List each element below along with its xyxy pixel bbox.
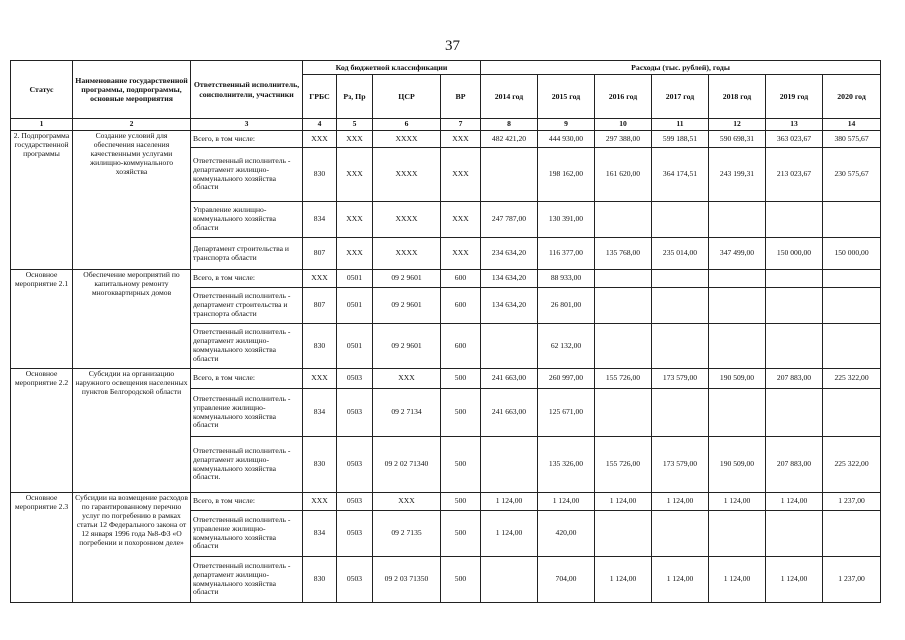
kbk-cell: 500 [441,511,481,557]
kbk-cell: XXX [303,369,337,389]
expense-cell: 190 509,00 [709,437,766,493]
expense-cell: 235 014,00 [652,238,709,270]
header-year-col: 2020 год [823,75,881,119]
header-status: Статус [11,61,73,119]
kbk-cell: XXXX [373,131,441,148]
expense-cell: 150 000,00 [766,238,823,270]
kbk-cell: 807 [303,288,337,324]
expense-cell [652,324,709,369]
expense-cell: 241 663,00 [481,389,538,437]
expense-cell [823,511,881,557]
expense-cell: 125 671,00 [538,389,595,437]
expense-cell: 135 326,00 [538,437,595,493]
kbk-cell: 500 [441,389,481,437]
index-cell: 6 [373,119,441,131]
expense-cell: 234 634,20 [481,238,538,270]
kbk-cell: 834 [303,389,337,437]
expense-cell: 1 124,00 [652,493,709,511]
expense-cell: 150 000,00 [823,238,881,270]
kbk-cell: 830 [303,148,337,202]
budget-table [10,60,881,603]
kbk-cell: 834 [303,202,337,238]
program-name-cell: Субсидии на возмещение расходов по гарантированному перечню услуг по погребению в рамках статьи 12 Федерального закона от 12 января 1996 года №8-ФЗ «О погребении и похоронном деле» [73,493,191,603]
expense-cell: 599 188,51 [652,131,709,148]
status-cell: Основное мероприятие 2.1 [11,270,73,369]
kbk-cell: 500 [441,369,481,389]
expense-cell: 704,00 [538,557,595,603]
expense-cell [709,288,766,324]
kbk-cell: XXX [441,131,481,148]
kbk-cell: 500 [441,437,481,493]
expense-cell [766,288,823,324]
kbk-cell: 09 2 9601 [373,270,441,288]
header-year-col: 2018 год [709,75,766,119]
header-year-col: 2017 год [652,75,709,119]
kbk-cell: 0501 [337,270,373,288]
kbk-cell: XXXX [373,238,441,270]
expense-cell: 247 787,00 [481,202,538,238]
responsible-cell: Ответственный исполнитель - управление жилищно-коммунального хозяйства области [191,511,303,557]
expense-cell [823,288,881,324]
header-expenses-group: Расходы (тыс. рублей), годы [481,61,881,75]
expense-cell [595,202,652,238]
expense-cell [766,270,823,288]
responsible-cell: Всего, в том числе: [191,369,303,389]
kbk-cell: XXX [303,270,337,288]
expense-cell [823,202,881,238]
expense-cell: 1 124,00 [709,557,766,603]
kbk-cell: 09 2 7135 [373,511,441,557]
kbk-cell: 830 [303,557,337,603]
kbk-cell: 09 2 02 71340 [373,437,441,493]
expense-cell: 590 698,31 [709,131,766,148]
expense-cell: 420,00 [538,511,595,557]
index-cell: 2 [73,119,191,131]
expense-cell [766,202,823,238]
header-year-col: 2016 год [595,75,652,119]
expense-cell: 225 322,00 [823,437,881,493]
expense-cell: 198 162,00 [538,148,595,202]
expense-cell [823,270,881,288]
index-cell: 5 [337,119,373,131]
responsible-cell: Департамент строительства и транспорта области [191,238,303,270]
expense-cell [709,324,766,369]
kbk-cell: XXX [303,131,337,148]
kbk-cell: XXXX [373,148,441,202]
expense-cell: 130 391,00 [538,202,595,238]
status-cell: 2. Подпрограмма государственной программы [11,131,73,270]
expense-cell [595,511,652,557]
kbk-cell: 0503 [337,557,373,603]
expense-cell: 297 388,00 [595,131,652,148]
expense-cell: 347 499,00 [709,238,766,270]
expense-cell [766,389,823,437]
header-kbk-col: ГРБС [303,75,337,119]
expense-cell [709,389,766,437]
kbk-cell: 500 [441,493,481,511]
kbk-cell: 834 [303,511,337,557]
table-row [11,131,881,148]
kbk-cell: XXX [337,238,373,270]
expense-cell [709,270,766,288]
index-cell: 1 [11,119,73,131]
kbk-cell: XXX [373,493,441,511]
index-cell: 12 [709,119,766,131]
responsible-cell: Всего, в том числе: [191,131,303,148]
kbk-cell: XXX [441,238,481,270]
kbk-cell: 09 2 03 71350 [373,557,441,603]
index-cell: 14 [823,119,881,131]
kbk-cell: XXX [373,369,441,389]
table-body [11,131,881,603]
expense-cell: 1 124,00 [595,557,652,603]
expense-cell: 62 132,00 [538,324,595,369]
expense-cell: 1 237,00 [823,557,881,603]
expense-cell: 1 124,00 [709,493,766,511]
table-row [11,270,881,288]
expense-cell [652,270,709,288]
expense-cell [595,288,652,324]
expense-cell [766,511,823,557]
kbk-cell: XXX [441,148,481,202]
kbk-cell: 09 2 9601 [373,324,441,369]
expense-cell: 243 199,31 [709,148,766,202]
program-name-cell: Создание условий для обеспечения населения качественными услугами жилищно-коммунального хозяйства [73,131,191,270]
expense-cell [595,324,652,369]
header-responsible: Ответственный исполнитель, соисполнители, участники [191,61,303,119]
expense-cell: 1 124,00 [481,493,538,511]
kbk-cell: 830 [303,437,337,493]
expense-cell: 213 023,67 [766,148,823,202]
kbk-cell: 500 [441,557,481,603]
index-cell: 13 [766,119,823,131]
kbk-cell: 0503 [337,493,373,511]
expense-cell: 135 768,00 [595,238,652,270]
index-cell: 8 [481,119,538,131]
expense-cell [481,437,538,493]
expense-cell [709,202,766,238]
table-row [11,369,881,389]
expense-cell: 116 377,00 [538,238,595,270]
responsible-cell: Ответственный исполнитель - департамент жилищно-коммунального хозяйства области [191,557,303,603]
expense-cell [823,389,881,437]
header-year-col: 2014 год [481,75,538,119]
index-cell: 9 [538,119,595,131]
expense-cell: 155 726,00 [595,369,652,389]
kbk-cell: 0501 [337,288,373,324]
expense-cell [652,389,709,437]
expense-cell [481,148,538,202]
header-kbk-col: Рз, Пр [337,75,373,119]
expense-cell: 364 174,51 [652,148,709,202]
expense-cell: 1 124,00 [538,493,595,511]
expense-cell: 207 883,00 [766,369,823,389]
header-year-col: 2015 год [538,75,595,119]
expense-cell [766,324,823,369]
program-name-cell: Обеспечение мероприятий по капитальному ремонту многоквартирных домов [73,270,191,369]
responsible-cell: Ответственный исполнитель - департамент жилищно-коммунального хозяйства области. [191,437,303,493]
expense-cell: 207 883,00 [766,437,823,493]
status-cell: Основное мероприятие 2.3 [11,493,73,603]
page-number: 37 [445,38,460,54]
kbk-cell: XXX [441,202,481,238]
expense-cell: 225 322,00 [823,369,881,389]
kbk-cell: 0503 [337,437,373,493]
responsible-cell: Всего, в том числе: [191,270,303,288]
responsible-cell: Ответственный исполнитель - управление жилищно-коммунального хозяйства области [191,389,303,437]
expense-cell: 1 124,00 [595,493,652,511]
expense-cell: 444 930,00 [538,131,595,148]
index-cell: 3 [191,119,303,131]
header-year-col: 2019 год [766,75,823,119]
expense-cell: 241 663,00 [481,369,538,389]
expense-cell: 155 726,00 [595,437,652,493]
expense-cell: 1 124,00 [766,493,823,511]
kbk-cell: 600 [441,288,481,324]
responsible-cell: Ответственный исполнитель - департамент жилищно-коммунального хозяйства области [191,148,303,202]
index-row [11,119,881,131]
kbk-cell: XXX [337,148,373,202]
expense-cell [709,511,766,557]
program-name-cell: Субсидии на организацию наружного освещения населенных пунктов Белгородской области [73,369,191,493]
expense-cell [652,288,709,324]
responsible-cell: Всего, в том числе: [191,493,303,511]
kbk-cell: 09 2 7134 [373,389,441,437]
index-cell: 10 [595,119,652,131]
expense-cell [652,202,709,238]
kbk-cell: XXX [337,131,373,148]
responsible-cell: Управление жилищно-коммунального хозяйства области [191,202,303,238]
expense-cell [652,511,709,557]
kbk-cell: 09 2 9601 [373,288,441,324]
table-row [11,493,881,511]
responsible-cell: Ответственный исполнитель - департамент жилищно-коммунального хозяйства области [191,324,303,369]
expense-cell [595,389,652,437]
kbk-cell: 807 [303,238,337,270]
expense-cell: 134 634,20 [481,270,538,288]
expense-cell: 482 421,20 [481,131,538,148]
expense-cell: 173 579,00 [652,369,709,389]
header-name: Наименование государственной программы, подпрограммы, основные мероприятия [73,61,191,119]
expense-cell: 26 801,00 [538,288,595,324]
kbk-cell: 0503 [337,369,373,389]
expense-cell: 134 634,20 [481,288,538,324]
kbk-cell: 600 [441,324,481,369]
kbk-cell: 0503 [337,511,373,557]
expense-cell: 1 124,00 [652,557,709,603]
kbk-cell: XXX [337,202,373,238]
index-cell: 11 [652,119,709,131]
kbk-cell: XXX [303,493,337,511]
expense-cell [481,557,538,603]
expense-cell: 260 997,00 [538,369,595,389]
expense-cell: 380 575,67 [823,131,881,148]
expense-cell: 363 023,67 [766,131,823,148]
expense-cell [481,324,538,369]
expense-cell: 173 579,00 [652,437,709,493]
kbk-cell: 600 [441,270,481,288]
kbk-cell: 830 [303,324,337,369]
expense-cell [823,324,881,369]
status-cell: Основное мероприятие 2.2 [11,369,73,493]
expense-cell: 88 933,00 [538,270,595,288]
expense-cell [595,270,652,288]
header-kbk-col: ВР [441,75,481,119]
kbk-cell: 0503 [337,389,373,437]
expense-cell: 190 509,00 [709,369,766,389]
index-cell: 4 [303,119,337,131]
expense-cell: 1 237,00 [823,493,881,511]
kbk-cell: XXXX [373,202,441,238]
index-cell: 7 [441,119,481,131]
expense-cell: 230 575,67 [823,148,881,202]
header-kbk-col: ЦСР [373,75,441,119]
responsible-cell: Ответственный исполнитель - департамент строительства и транспорта области [191,288,303,324]
expense-cell: 161 620,00 [595,148,652,202]
kbk-cell: 0501 [337,324,373,369]
expense-cell: 1 124,00 [766,557,823,603]
header-kbk-group: Код бюджетной классификации [303,61,481,75]
expense-cell: 1 124,00 [481,511,538,557]
